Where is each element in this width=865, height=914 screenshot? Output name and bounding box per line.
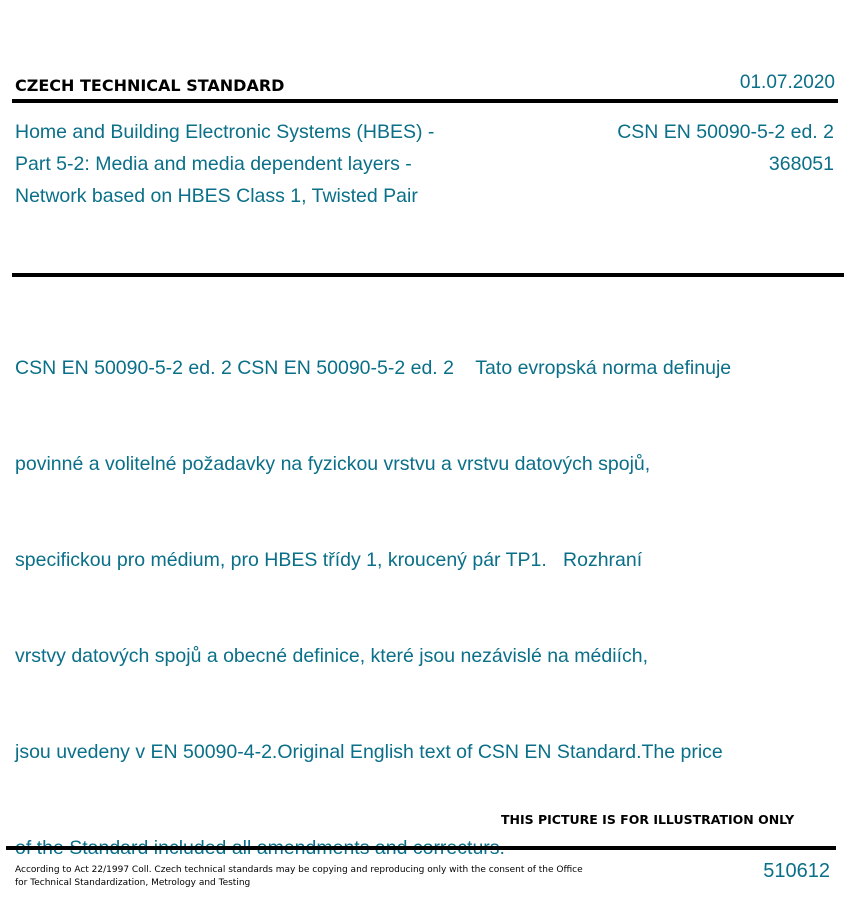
standard-identification	[617, 116, 834, 180]
standard-title	[15, 116, 535, 212]
legal-notice	[15, 864, 585, 890]
header-divider	[12, 99, 838, 103]
abstract-line: povinné a volitelné požadavky na fyzickou vrstvu a vrstvu datových spojů,	[15, 453, 651, 475]
abstract-text	[15, 288, 825, 896]
abstract-line: CSN EN 50090-5-2 ed. 2 CSN EN 50090-5-2 ed. 2 Tato evropská norma definuje	[15, 357, 732, 379]
title-line: Network based on HBES Class 1, Twisted Pair	[15, 185, 418, 207]
legal-line: for Technical Standardization, Metrology and Testing	[15, 878, 251, 888]
footer-divider	[6, 846, 836, 850]
section-divider	[12, 273, 844, 277]
title-line: Home and Building Electronic Systems (HBES) -	[15, 121, 435, 143]
title-line: Part 5-2: Media and media dependent layers -	[15, 153, 412, 175]
abstract-line: jsou uvedeny v EN 50090-4-2.Original English text of CSN EN Standard.The price	[15, 741, 723, 763]
publication-date: 01.07.2020	[739, 72, 835, 93]
document-type-label: CZECH TECHNICAL STANDARD	[15, 76, 285, 95]
abstract-line: specifickou pro médium, pro HBES třídy 1, kroucený pár TP1. Rozhraní	[15, 549, 643, 571]
class-number: 368051	[768, 153, 834, 175]
legal-line: According to Act 22/1997 Coll. Czech technical standards may be copying and reproducing only with the consent of the Office	[15, 865, 583, 875]
document-code: 510612	[763, 860, 830, 882]
abstract-line: vrstvy datových spojů a obecné definice, které jsou nezávislé na médiích,	[15, 645, 649, 667]
illustration-notice: THIS PICTURE IS FOR ILLUSTRATION ONLY	[501, 812, 795, 827]
standard-designation: CSN EN 50090-5-2 ed. 2	[617, 121, 834, 143]
